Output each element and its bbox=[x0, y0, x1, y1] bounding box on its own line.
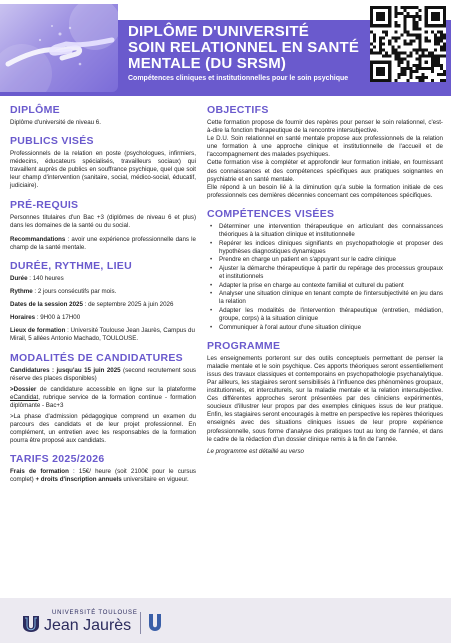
ecandidat-link[interactable]: eCandidat bbox=[10, 393, 39, 401]
frais-detail: : 15€/ heure (soit 2100€ pour le cursus complet) bbox=[10, 468, 196, 484]
heading-programme: PROGRAMME bbox=[207, 339, 281, 352]
section-modalites bbox=[10, 352, 196, 446]
heading-competences: COMPÉTENCES VISÉES bbox=[207, 207, 335, 220]
phase-text: >La phase d'admission pédagogique comprend un examen du parcours des candidats et de leur projet professionnel. En complément, un entretien avec les responsables de la formation pourra être proposé aux candidats. bbox=[10, 412, 196, 445]
heading-tarifs: TARIFS 2025/2026 bbox=[10, 453, 105, 466]
dossier-detail-2: , rubrique service de la formation continue - formation diplômante - Bac+3 bbox=[10, 393, 196, 409]
logo-main-text: Jean Jaurès bbox=[44, 617, 132, 634]
frais-label: Frais de formation bbox=[10, 468, 69, 476]
tarifs-text bbox=[10, 468, 196, 484]
heading-publics: PUBLICS VISÉS bbox=[10, 135, 94, 148]
title-line-2: SOIN RELATIONNEL EN SANTÉ bbox=[128, 39, 360, 56]
list-item: • Adapter la prise en charge au contexte familial et culturel du patient bbox=[219, 282, 443, 290]
objectifs-paragraph: Elle répond à un besoin lié à la diminution qu'a subie la formation initiale de ces professionnels ces dernières décennies concernant ces compétences spécifiques. bbox=[207, 183, 443, 199]
ut2j-logo-icon bbox=[22, 614, 40, 634]
page-subtitle: Compétences cliniques et institutionnelles pour le soin psychique bbox=[128, 75, 349, 82]
prerequis-text: Personnes titulaires d'un Bac +3 (diplômes de niveau 6 et plus) dans les domaines de la santé ou du social. bbox=[10, 213, 196, 229]
hands-illustration-icon bbox=[0, 4, 118, 92]
rythme-value: : 2 jours consécutifs par mois. bbox=[32, 288, 117, 296]
horaires-value: : 9H00 à 17H00 bbox=[35, 314, 81, 322]
heading-modalites: MODALITÉS DE CANDIDATURES bbox=[10, 351, 183, 364]
horaires-row bbox=[10, 314, 196, 322]
list-item: • Repérer les indices cliniques signifiants en psychopathologie et proposer des hypothèses diagnostiques dynamiques bbox=[219, 240, 443, 256]
reco-text: : avoir une expérience professionnelle dans le champ de la santé mentale. bbox=[10, 235, 196, 251]
heading-prerequis: PRÉ-REQUIS bbox=[10, 198, 79, 211]
objectifs-paragraph: Cette formation vise à compléter et approfondir leur formation initiale, en fournissant des connaissances et des compétences spécifiques aux pratiques soignantes en psychiatrie et en santé mentale. bbox=[207, 159, 443, 183]
list-item: • Prendre en charge un patient en s'appuyant sur le cadre clinique bbox=[219, 256, 443, 264]
candidatures-detail: (second recrutement sous réserve des places disponibles) bbox=[10, 366, 197, 382]
rythme-row bbox=[10, 288, 196, 296]
logo-separator bbox=[140, 612, 141, 634]
dates-value: : de septembre 2025 à juin 2026 bbox=[82, 301, 174, 309]
ut2j-logo bbox=[22, 610, 152, 636]
heading-duree: DURÉE, RYTHME, LIEU bbox=[10, 259, 132, 272]
dossier-label: >Dossier bbox=[10, 385, 37, 393]
objectifs-paragraph: Le D.U. Soin relationnel en santé mentale propose aux professionnels de la relation une formation à une approche clinique et institutionnelle de l'accueil et de l'accompagnement des malades psychiques. bbox=[207, 135, 443, 159]
lieux-label: Lieux de formation bbox=[10, 327, 66, 335]
programme-text: Les enseignements porteront sur des outils conceptuels permettant de penser la maladie mentale et le soin psychique. Ces apports théoriques seront essentiellement issus des travaux classiques et contemporains en psychopathologie psychanalytique. Par ailleurs, les stagiaires seront sensibilisés à l'influence des phénomènes groupaux, institutionnels, et interculturels, sur la maladie mentale et la relation intersubjective. Ces différentes approches seront présentées par des cliniciens expérimentés, soucieux d'illustrer leur propos par des exemples cliniques issus de leur pratique. Enfin, les stagiaires seront encouragés à mettre en perspective les repères théoriques enseignés avec des situations cliniques issues de leur propre expérience professionnelle, sous forme d'analyse des pratiques tout au long de l'année, et dans le cadre de la rédaction d'un dossier clinique remis à la fin de l'année. bbox=[207, 354, 443, 443]
section-tarifs bbox=[10, 453, 196, 484]
list-item: • Communiquer à l'oral autour d'une situation clinique bbox=[219, 324, 443, 332]
section-publics bbox=[10, 135, 196, 190]
horaires-label: Horaires bbox=[10, 314, 36, 322]
lieux-row bbox=[10, 327, 196, 343]
page-title bbox=[128, 24, 368, 72]
dossier-detail-1: de candidature accessible en ligne sur la plateforme bbox=[36, 385, 196, 393]
list-item: • Ajuster la démarche thérapeutique à partir du repérage des processus groupaux et institutionnels bbox=[219, 265, 443, 281]
section-objectifs bbox=[207, 104, 443, 200]
duree-row bbox=[10, 275, 196, 283]
title-line-1: DIPLÔME D'UNIVERSITÉ bbox=[128, 23, 309, 40]
section-duree bbox=[10, 260, 196, 344]
section-diplome bbox=[10, 104, 196, 127]
duree-label: Durée bbox=[10, 274, 28, 282]
dossier-text bbox=[10, 386, 196, 410]
section-programme bbox=[207, 340, 443, 456]
rythme-label: Rythme bbox=[10, 288, 33, 296]
heading-objectifs: OBJECTIFS bbox=[207, 104, 269, 116]
recommandations bbox=[10, 236, 196, 252]
qr-code-icon[interactable] bbox=[370, 6, 446, 82]
header bbox=[0, 0, 451, 96]
droits-detail: universitaire en vigueur. bbox=[121, 476, 189, 484]
objectifs-paragraph: Cette formation propose de fournir des repères pour penser le soin relationnel, c'est-à-dire la fonction thérapeutique de la rencontre intersubjective. bbox=[207, 119, 443, 135]
logo-top-text: UNIVERSITÉ TOULOUSE bbox=[52, 610, 138, 616]
droits-label: + droits d'inscription annuels bbox=[35, 476, 122, 484]
competences-list bbox=[207, 223, 443, 332]
list-item: • Adapter les modalités de l'intervention thérapeutique (entretien, médiation, groupe, corps) à la situation clinique bbox=[219, 307, 443, 323]
title-line-3: MENTALE (DU SRSM) bbox=[128, 55, 287, 72]
candidatures-label: Candidatures : jusqu'au 15 juin 2025 bbox=[10, 366, 121, 374]
candidatures-text bbox=[10, 367, 196, 383]
heading-diplome: DIPLÔME bbox=[10, 104, 60, 116]
reco-label: Recommandations bbox=[10, 235, 66, 243]
u-logo-mark-icon bbox=[147, 612, 163, 634]
list-item: • Analyser une situation clinique en tenant compte de l'intersubjectivité en jeu dans la relation bbox=[219, 290, 443, 306]
left-column bbox=[10, 104, 196, 493]
diplome-text: Diplôme d'université de niveau 6. bbox=[10, 119, 101, 126]
section-prerequis bbox=[10, 199, 196, 252]
list-item: • Déterminer une intervention thérapeutique en articulant des connaissances théoriques à la situation clinique et institutionnelle bbox=[219, 223, 443, 239]
dates-row bbox=[10, 301, 196, 309]
dates-label: Dates de la session 2025 bbox=[10, 301, 83, 309]
lieux-value: : Université Toulouse Jean Jaurès, Campus du Mirail, 5 allées Antonio Machado, TOULOUSE. bbox=[10, 327, 195, 343]
section-competences bbox=[207, 208, 443, 332]
publics-text: Professionnels de la relation en poste (psychologues, infirmiers, médecins, éducateurs spécialisés, travailleurs sociaux) qui travaillent auprès de publics en souffrance psychique, quel que soit leur champ d'intervention (sanitaire, social, médico-social, éducatif, judiciaire). bbox=[10, 150, 196, 190]
right-column bbox=[207, 104, 443, 464]
programme-note: Le programme est détaillé au verso bbox=[207, 447, 304, 455]
duree-value: : 140 heures bbox=[27, 274, 64, 282]
